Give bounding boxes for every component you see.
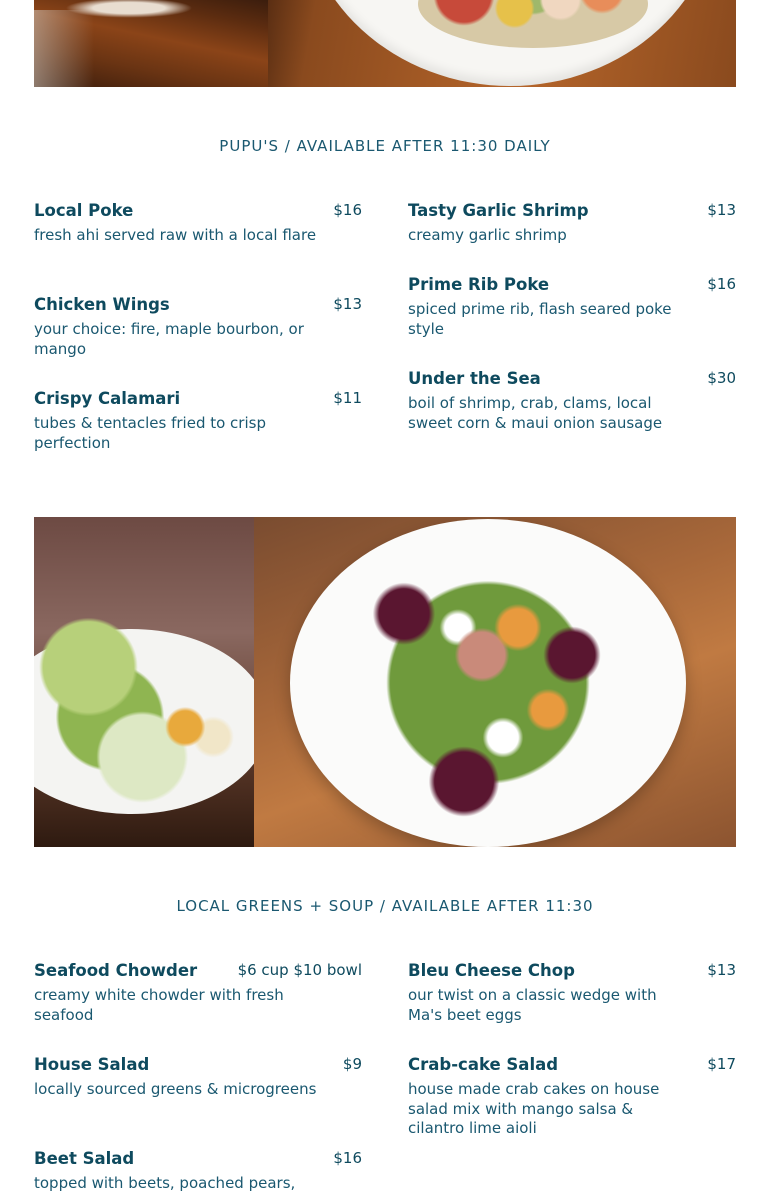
item-description: fresh ahi served raw with a local flare [34,226,317,244]
item-price: $13 [333,295,362,313]
beet-salad-photo [254,517,736,847]
item-price: $16 [707,275,736,293]
item-name: Tasty Garlic Shrimp [408,201,589,220]
item-price: $16 [333,201,362,219]
item-description: tubes & tentacles fried to crisp perfection [34,414,266,452]
beet-salad [338,545,638,820]
item-description: boil of shrimp, crab, clams, local sweet corn & maui onion sausage [408,394,663,432]
item-name: Beet Salad [34,1149,135,1168]
item-description: creamy white chowder with fresh seafood [34,986,284,1024]
item-price: $30 [707,369,736,387]
seafood-photo-left [34,0,268,87]
item-name: Local Poke [34,201,134,220]
item-name: Chicken Wings [34,295,170,314]
item-name: House Salad [34,1055,150,1074]
item-name: Crispy Calamari [34,389,181,408]
item-name: Seafood Chowder [34,961,198,980]
item-description: spiced prime rib, flash seared poke style [408,300,672,338]
item-description: topped with beets, poached pears, [34,1174,296,1192]
item-name: Prime Rib Poke [408,275,550,294]
greens-section-heading: LOCAL GREENS + SOUP / AVAILABLE AFTER 11:30 [176,897,594,915]
wedge-salad [34,607,239,807]
item-description: creamy garlic shrimp [408,226,567,244]
item-price: $17 [707,1055,736,1073]
item-price: $13 [707,201,736,219]
item-price: $6 cup $10 bowl [237,961,362,979]
item-description: locally sourced greens & microgreens [34,1080,317,1098]
item-name: Crab-cake Salad [408,1055,559,1074]
item-name: Under the Sea [408,369,541,388]
item-name: Bleu Cheese Chop [408,961,575,980]
pupus-section-heading: PUPU'S / AVAILABLE AFTER 11:30 DAILY [219,137,551,155]
wedge-salad-photo [34,517,254,847]
item-description: house made crab cakes on house salad mix with mango salsa & cilantro lime aioli [408,1080,660,1137]
item-price: $16 [333,1149,362,1167]
item-price: $13 [707,961,736,979]
item-price: $11 [333,389,362,407]
seafood-boil-photo [268,0,736,87]
item-price: $9 [342,1055,362,1073]
item-description: our twist on a classic wedge with Ma's beet eggs [408,986,657,1024]
item-description: your choice: fire, maple bourbon, or mango [34,320,304,358]
